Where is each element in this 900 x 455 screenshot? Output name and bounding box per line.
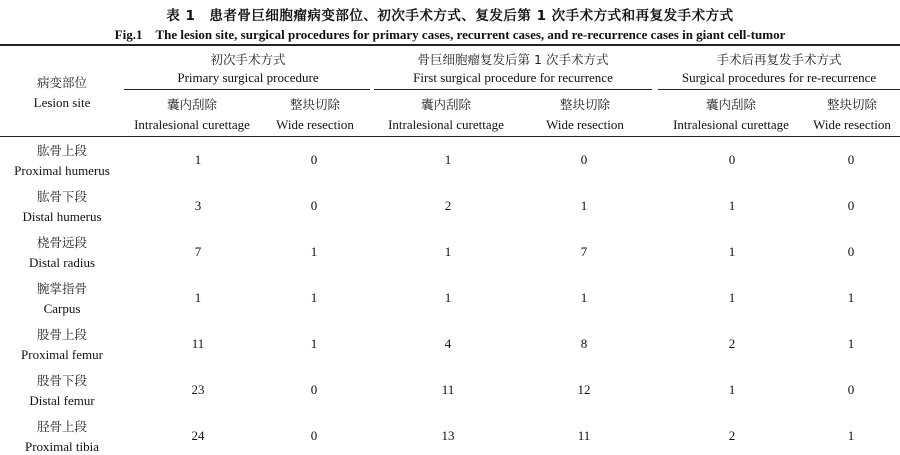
subheader-resection-1-en: Wide resection [276,117,354,132]
count-cell: 0 [847,244,855,259]
subheader-curettage-3-en: Intralesional curettage [673,117,789,132]
table-title-chinese: 表 1 患者骨巨细胞瘤病变部位、初次手术方式、复发后第 1 次手术方式和再复发手术方式 [166,8,734,24]
table-top-rule [0,44,900,46]
count-cell: 1 [444,152,452,167]
lesion-site-header-cn: 病变部位 [36,75,87,90]
subheader-resection-1-cn: 整块切除 [289,97,340,112]
lesion-site-en: Proximal humerus [14,163,110,178]
count-cell: 2 [728,336,736,351]
count-cell: 7 [194,244,202,259]
count-cell: 1 [728,244,736,259]
count-cell: 1 [728,198,736,213]
lesion-site-en: Distal radius [28,255,96,270]
header-bottom-rule [0,136,900,137]
count-cell: 1 [444,290,452,305]
count-cell: 0 [728,152,736,167]
subheader-curettage-2-cn: 囊内刮除 [420,97,471,112]
count-cell: 1 [847,428,855,443]
lesion-site-cn: 股骨上段 [36,327,87,342]
count-cell: 1 [310,244,318,259]
subheader-curettage-2-en: Intralesional curettage [388,117,504,132]
count-cell: 1 [310,336,318,351]
count-cell: 1 [728,290,736,305]
lesion-site-en: Proximal femur [21,347,103,362]
count-cell: 0 [847,198,855,213]
count-cell: 0 [310,382,318,397]
lesion-site-en: Distal humerus [22,209,102,224]
subheader-resection-2-en: Wide resection [546,117,624,132]
group-header-primary-cn: 初次手术方式 [210,52,286,67]
subheader-curettage-1-cn: 囊内刮除 [166,97,217,112]
count-cell: 2 [444,198,452,213]
count-cell: 2 [728,428,736,443]
lesion-site-en: Carpus [43,301,81,316]
subheader-resection-3-cn: 整块切除 [826,97,877,112]
count-cell: 1 [194,290,202,305]
count-cell: 7 [580,244,588,259]
count-cell: 23 [191,382,205,397]
lesion-site-cn: 腕掌指骨 [36,281,87,296]
count-cell: 11 [441,382,455,397]
group-rule-primary [124,89,370,90]
count-cell: 0 [847,382,855,397]
count-cell: 11 [577,428,591,443]
lesion-site-cn: 肱骨下段 [36,189,87,204]
group-header-rerecurrence-cn: 手术后再复发手术方式 [716,52,842,67]
count-cell: 1 [847,336,855,351]
subheader-resection-2-cn: 整块切除 [559,97,610,112]
count-cell: 8 [580,336,588,351]
count-cell: 1 [580,290,588,305]
count-cell: 1 [847,290,855,305]
lesion-site-cn: 桡骨远段 [36,235,87,250]
lesion-site-cn: 股骨下段 [36,373,87,388]
count-cell: 0 [310,198,318,213]
lesion-site-header-en: Lesion site [33,95,91,110]
group-header-recurrence-en: First surgical procedure for recurrence [413,70,613,85]
count-cell: 13 [441,428,455,443]
count-cell: 1 [444,244,452,259]
lesion-site-cn: 胫骨上段 [36,419,87,434]
group-header-recurrence-cn: 骨巨细胞瘤复发后第 1 次手术方式 [417,52,609,67]
group-rule-rerecurrence [658,89,900,90]
count-cell: 0 [310,428,318,443]
count-cell: 12 [577,382,591,397]
count-cell: 24 [191,428,205,443]
count-cell: 0 [580,152,588,167]
table-title-english: Fig.1 The lesion site, surgical procedures for primary cases, recurrent cases, and re-recurrence cases in giant cell-tumor [114,27,786,42]
count-cell: 1 [728,382,736,397]
subheader-curettage-3-cn: 囊内刮除 [705,97,756,112]
count-cell: 1 [194,152,202,167]
subheader-curettage-1-en: Intralesional curettage [134,117,250,132]
group-header-rerecurrence-en: Surgical procedures for re-recurrence [681,70,877,85]
group-header-primary-en: Primary surgical procedure [177,70,319,85]
count-cell: 0 [847,152,855,167]
count-cell: 1 [580,198,588,213]
subheader-resection-3-en: Wide resection [813,117,891,132]
group-rule-recurrence [374,89,652,90]
count-cell: 11 [191,336,205,351]
count-cell: 4 [444,336,452,351]
lesion-site-en: Distal femur [29,393,95,408]
count-cell: 0 [310,152,318,167]
count-cell: 1 [310,290,318,305]
lesion-site-cn: 肱骨上段 [36,143,87,158]
lesion-site-en: Proximal tibia [24,439,100,454]
count-cell: 3 [194,198,202,213]
